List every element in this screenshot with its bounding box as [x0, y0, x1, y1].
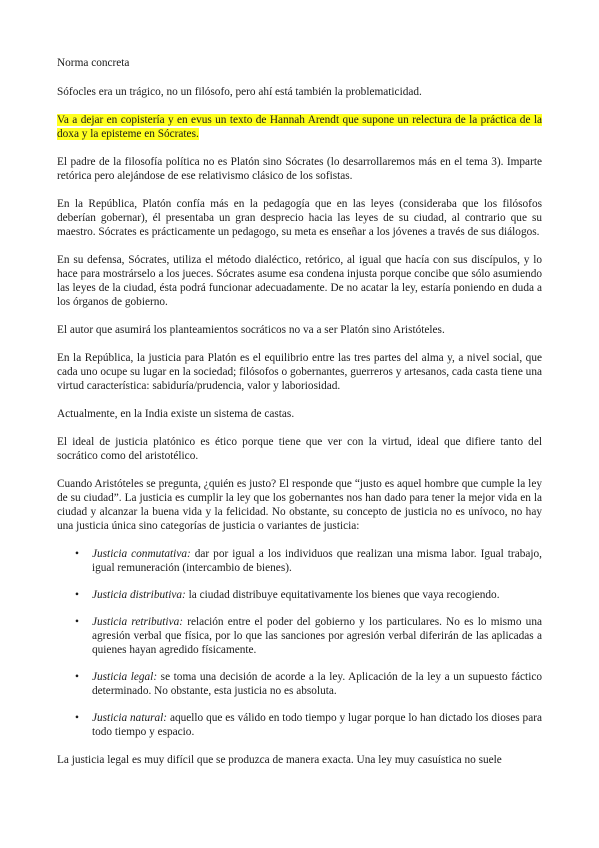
bullet-icon: • [75, 671, 79, 683]
paragraph-quien-es-justo: Cuando Aristóteles se pregunta, ¿quién es justo? El responde que “justo es aquel hombre que cumple la ley de su ciudad”. La justicia es cumplir la ley que los gobernantes nos han dado para tener la mejor vida en la ciudad y alcanzar la buena vida y la felicidad. No obstante, su concepto de justicia no es unívoco, no hay una justicia única sino categorías de justicia o variantes de justicia: [57, 478, 542, 532]
list-item [57, 711, 542, 739]
bullet-icon: • [75, 712, 79, 724]
paragraph-aristoteles: El autor que asumirá los planteamientos socráticos no va a ser Platón sino Aristóteles. [57, 324, 445, 336]
paragraph-padre-filosofia: El padre de la filosofía política no es Platón sino Sócrates (lo desarrollaremos más en el tema 3). Imparte retórica pero alejándose de ese relativismo clásico de los sofistas. [57, 156, 542, 182]
justice-term: Justicia retributiva: [92, 616, 183, 628]
justice-term: Justicia legal: [92, 671, 158, 683]
justice-types-list [57, 547, 542, 739]
list-item [57, 615, 542, 657]
paragraph-justicia-platon: En la República, la justicia para Platón es el equilibrio entre las tres partes del alma y, a nivel social, que cada uno ocupe su lugar en la sociedad; filósofos o gobernantes, guerreros y artesanos, cada casta tiene una virtud característica: sabiduría/prudencia, valor y laboriosidad. [57, 352, 542, 392]
bullet-icon: • [75, 589, 79, 601]
justice-term: Justicia distributiva: [92, 589, 186, 601]
bullet-icon: • [75, 616, 79, 628]
highlight-text: Va a dejar en copistería y en evus un texto de Hannah Arendt que supone un relectura de la práctica de la doxa y la episteme en Sócrates. [57, 114, 542, 140]
justice-definition: relación entre el poder del gobierno y los particulares. No es lo mismo una agresión verbal que física, por lo que las sanciones por agresión verbal diferirán de las aplicadas a quienes hayan agredido físicamente. [92, 616, 542, 656]
section-heading: Norma concreta [57, 57, 130, 69]
paragraph-sofocles: Sófocles era un trágico, no un filósofo, pero ahí está también la problematicidad. [57, 86, 422, 98]
justice-term: Justicia conmutativa: [92, 548, 191, 560]
paragraph-republica-pedagogia: En la República, Platón confía más en la pedagogía que en las leyes (consideraba que los filósofos deberían gobernar), él presentaba un gran desprecio hacia las leyes de su ciudad, al contrario que su maestro. Sócrates es prácticamente un pedagogo, su meta es enseñar a los jóvenes a través de sus diálogos. [57, 198, 542, 238]
paragraph-ideal-justicia: El ideal de justicia platónico es ético porque tiene que ver con la virtud, ideal que difiere tanto del socrático como del aristotélico. [57, 436, 542, 462]
justice-definition: la ciudad distribuye equitativamente los bienes que vaya recogiendo. [185, 589, 500, 601]
bullet-icon: • [75, 548, 79, 560]
justice-term: Justicia natural: [92, 712, 168, 724]
list-item [57, 588, 542, 602]
justice-definition: aquello que es válido en todo tiempo y lugar porque lo han dictado los dioses para todo tiempo y espacio. [92, 712, 542, 738]
paragraph-defensa-socrates: En su defensa, Sócrates, utiliza el método dialéctico, retórico, al igual que hacía con sus discípulos, y lo hace para mostrárselo a los jueces. Sócrates asume esa condena injusta porque concibe que sólo asumiendo las leyes de la ciudad, ésta podrá funcionar adecuadamente. De no acatar la ley, estaría poniendo en duda a los órganos de gobierno. [57, 254, 542, 308]
justice-definition: dar por igual a los individuos que realizan una misma labor. Igual trabajo, igual remuneración (intercambio de bienes). [92, 548, 542, 574]
list-item [57, 547, 542, 575]
paragraph-castas-india: Actualmente, en la India existe un sistema de castas. [57, 408, 295, 420]
paragraph-justicia-legal: La justicia legal es muy difícil que se produzca de manera exacta. Una ley muy casuística no suele [57, 754, 502, 766]
list-item [57, 670, 542, 698]
highlighted-note [57, 113, 542, 141]
justice-definition: se toma una decisión de acorde a la ley. Aplicación de la ley a un supuesto fáctico determinado. No obstante, esta justicia no es absoluta. [92, 671, 542, 697]
